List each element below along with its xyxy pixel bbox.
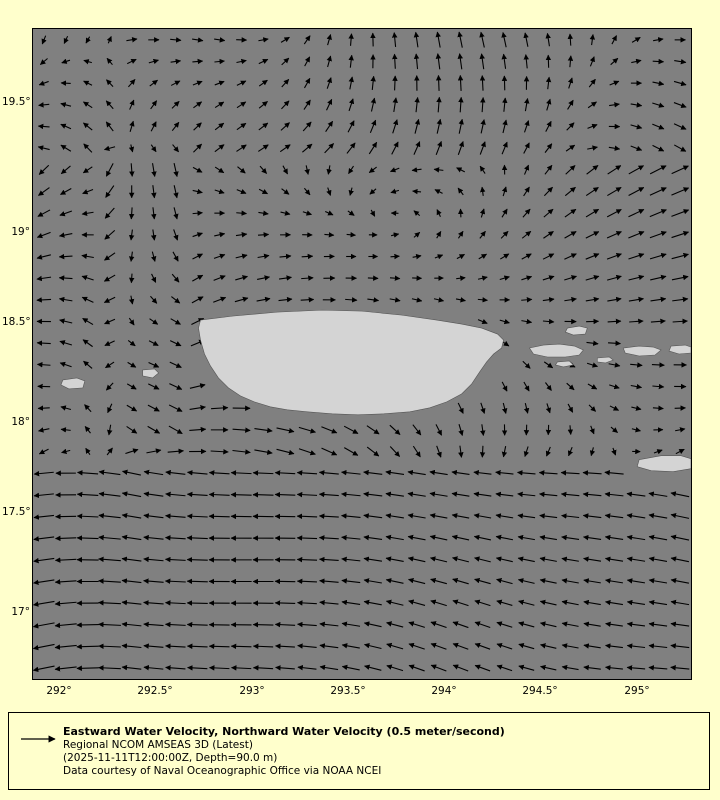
x-tick-label: 293°: [239, 685, 265, 697]
puerto-rico-island: [198, 310, 503, 415]
desecheo-island: [143, 369, 159, 378]
mona-island: [61, 378, 85, 389]
x-tick-label: 293.5°: [330, 685, 366, 697]
x-tick-label: 294°: [431, 685, 457, 697]
x-tick-label: 292°: [46, 685, 72, 697]
culebra-island: [565, 326, 587, 335]
y-axis: [0, 28, 30, 680]
st-thomas-island: [623, 346, 661, 356]
legend-title: Eastward Water Velocity, Northward Water Velocity (0.5 meter/second): [63, 725, 505, 738]
y-tick-label: 19°: [11, 226, 30, 238]
vieques-island: [529, 344, 583, 357]
legend-attribution: Data courtesy of Naval Oceanographic Office via NOAA NCEI: [63, 765, 382, 777]
legend-source: Regional NCOM AMSEAS 3D (Latest): [63, 739, 253, 751]
st-croix-island: [637, 456, 691, 472]
y-tick-label: 18.5°: [2, 316, 31, 328]
legend-timestamp: (2025-11-11T12:00:00Z, Depth=90.0 m): [63, 752, 278, 764]
map-plot-area[interactable]: [32, 28, 692, 680]
y-tick-label: 17°: [11, 606, 30, 618]
y-tick-label: 18°: [11, 416, 30, 428]
x-axis: [32, 685, 692, 701]
small-cay: [597, 357, 613, 363]
x-tick-label: 292.5°: [137, 685, 173, 697]
land-polygons: [33, 29, 691, 679]
legend-panel: [8, 712, 710, 790]
reference-vector-arrow: [19, 733, 61, 745]
x-tick-label: 295°: [624, 685, 650, 697]
small-cay: [555, 361, 573, 367]
y-tick-label: 17.5°: [2, 506, 31, 518]
x-tick-label: 294.5°: [522, 685, 558, 697]
y-tick-label: 19.5°: [2, 96, 31, 108]
st-john-island: [669, 345, 691, 354]
legend-text-block: [63, 725, 703, 778]
